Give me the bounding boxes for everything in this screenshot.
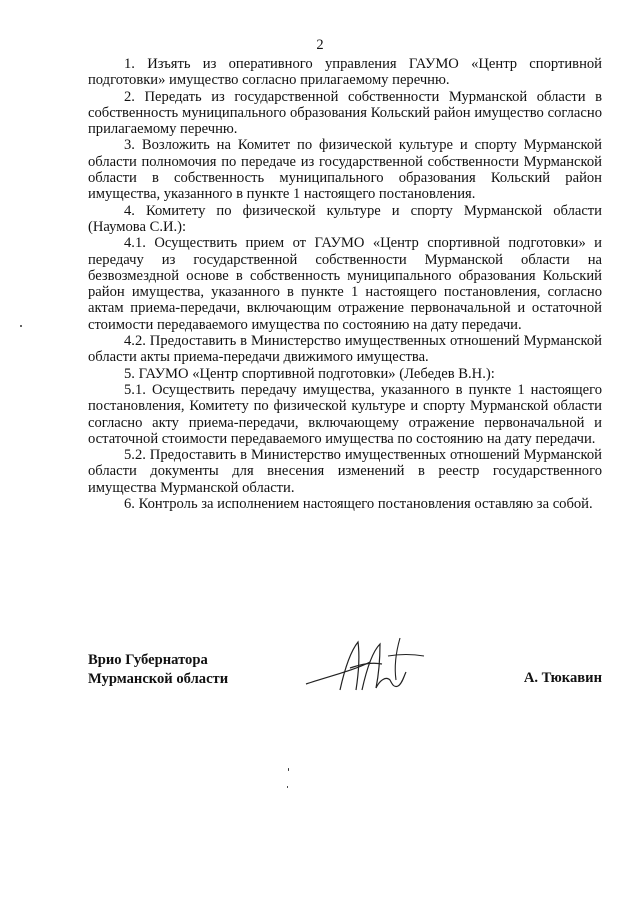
paragraph-4-2: 4.2. Предоставить в Министерство имущественных отношений Мурманской области акты приема-передачи движимого имущества. [88, 333, 602, 366]
paragraph-3: 3. Возложить на Комитет по физической культуре и спорту Мурманской области полномочия по передаче из государственной собственности Мурманской области в собственность муниципального образования Кольский район имущества, указанного в пункте 1 настоящего постановления. [88, 137, 602, 203]
paragraph-2: 2. Передать из государственной собственности Мурманской области в собственность муниципального образования Кольский район имущество согласно прилагаемому перечню. [88, 88, 602, 138]
document-body [88, 56, 602, 512]
scan-speck [20, 325, 22, 327]
paragraph-4: 4. Комитету по физической культуре и спорту Мурманской области (Наумова С.И.): [88, 202, 602, 235]
scan-speck [288, 768, 289, 771]
signatory-position [88, 651, 228, 689]
scan-speck [287, 786, 288, 788]
paragraph-1: 1. Изъять из оперативного управления ГАУМО «Центр спортивной подготовки» имущество согласно прилагаемому перечню. [88, 56, 602, 89]
paragraph-5: 5. ГАУМО «Центр спортивной подготовки» (Лебедев В.Н.): [124, 365, 495, 382]
signatory-position-line-1: Врио Губернатора [88, 652, 208, 668]
signatory-position-line-2: Мурманской области [88, 671, 229, 687]
handwritten-signature-icon [300, 632, 430, 702]
page-number: 2 [316, 37, 324, 53]
paragraph-5-1: 5.1. Осуществить передачу имущества, указанного в пункте 1 настоящего постановления, Комитету по физической культуре и спорту Мурманской области согласно акту приема-передачи, включающему отражение первоначальной и остаточной стоимости передаваемого имущества по состоянию на дату передачи. [88, 381, 602, 447]
signatory-name: А. Тюкавин [523, 670, 602, 686]
paragraph-5-2: 5.2. Предоставить в Министерство имущественных отношений Мурманской области документы для внесения изменений в реестр государственного имущества Мурманской области. [88, 447, 602, 496]
paragraph-4-1: 4.1. Осуществить прием от ГАУМО «Центр спортивной подготовки» и передачу из государственной собственности Мурманской области на безвозмездной основе в собственность муниципального образования Кольский район имущества, указанного в пункте 1 настоящего постановления, согласно актам приема-передачи, включающим отражение первоначальной и остаточной стоимости передаваемого имущества по состоянию на дату передачи. [88, 235, 602, 333]
paragraph-6: 6. Контроль за исполнением настоящего постановления оставляю за собой. [124, 496, 593, 513]
